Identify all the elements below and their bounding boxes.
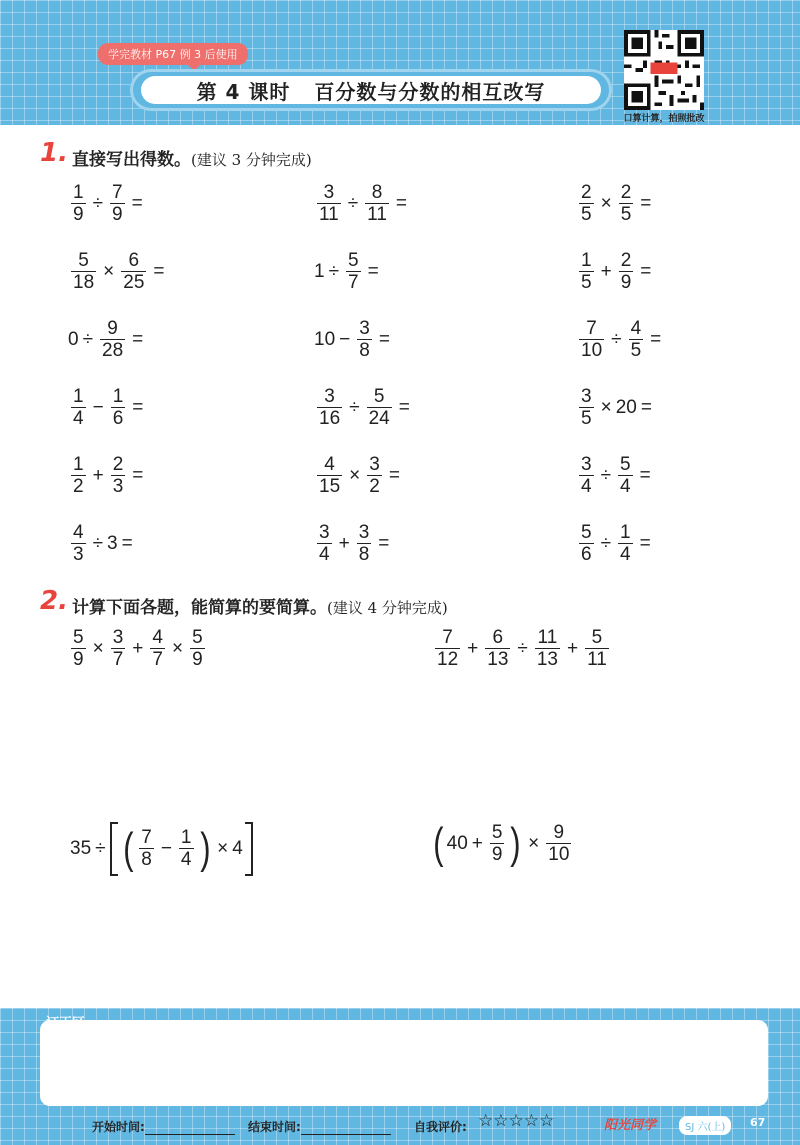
denominator: 28 <box>102 339 124 361</box>
fraction <box>346 251 361 293</box>
operator: = <box>640 192 652 214</box>
numerator: 5 <box>348 250 359 271</box>
denominator: 7 <box>112 648 124 670</box>
operator: = <box>398 396 410 418</box>
operator: − <box>160 838 172 859</box>
fraction <box>585 628 609 670</box>
denominator: 6 <box>581 543 592 565</box>
denominator: 4 <box>319 543 330 565</box>
self-eval-stars[interactable] <box>478 1113 554 1130</box>
operator: = <box>395 192 408 214</box>
operator: = <box>639 532 651 554</box>
operator: + <box>600 260 612 282</box>
numerator: 1 <box>73 386 84 407</box>
denominator: 9 <box>620 271 632 293</box>
denominator: 12 <box>437 648 459 670</box>
operator: ÷ <box>95 838 106 859</box>
title-inner <box>141 76 601 104</box>
operator: = <box>153 260 165 282</box>
exercise-1-9 <box>576 319 665 361</box>
numerator: 7 <box>442 627 453 648</box>
exercise-1-2 <box>314 183 411 225</box>
section1-number: 1. <box>40 138 68 168</box>
parenthesis: ( <box>433 819 444 868</box>
fraction <box>579 455 594 497</box>
denominator: 7 <box>152 648 163 670</box>
exercise-1-4 <box>68 251 169 293</box>
section1-title-text: 直接写出得数。 <box>72 150 191 170</box>
numerator: 8 <box>371 182 383 203</box>
operator: × <box>171 637 184 659</box>
denominator: 8 <box>358 543 370 565</box>
qr-caption: 口算计算，拍照批改 <box>623 114 705 124</box>
operator: + <box>467 637 479 659</box>
operator: × <box>103 260 115 282</box>
operator: ÷ <box>600 464 612 486</box>
star-icon[interactable]: ☆ <box>523 1111 539 1131</box>
section2-number: 2. <box>40 586 68 616</box>
operator: = <box>132 328 144 350</box>
denominator: 9 <box>112 203 123 225</box>
brand-logo: 阳光同学 <box>604 1118 657 1133</box>
fraction <box>317 183 341 225</box>
end-time-label: 结束时间: <box>248 1120 301 1134</box>
numerator: 6 <box>128 250 140 271</box>
denominator: 3 <box>73 543 84 565</box>
numerator: 4 <box>324 454 335 475</box>
section2-title-text: 计算下面各题，能简算的要简算。 <box>72 598 327 618</box>
fraction <box>367 387 392 429</box>
end-time-blank[interactable] <box>301 1134 391 1135</box>
operator: = <box>378 328 390 350</box>
numerator: 1 <box>620 522 631 543</box>
operator: − <box>92 396 104 418</box>
right-bracket <box>245 822 253 876</box>
lesson-label: 第 4 课时 <box>196 79 291 104</box>
numerator: 3 <box>369 454 380 475</box>
operator: = <box>121 532 133 554</box>
exercise-1-12 <box>576 387 656 429</box>
numerator: 3 <box>581 454 592 475</box>
fraction <box>357 319 372 361</box>
numerator: 9 <box>553 822 565 844</box>
number: 4 <box>232 838 243 859</box>
numerator: 5 <box>591 627 603 648</box>
number: 0 <box>68 328 79 350</box>
operator: = <box>388 464 400 486</box>
denominator: 4 <box>73 407 84 429</box>
operator: × <box>92 637 104 659</box>
numerator: 5 <box>73 627 84 648</box>
operator: ÷ <box>92 192 104 214</box>
denominator: 5 <box>630 339 642 361</box>
fraction <box>71 251 96 293</box>
fraction <box>357 523 372 565</box>
denominator: 9 <box>192 648 203 670</box>
star-icon[interactable]: ☆ <box>508 1111 524 1131</box>
numerator: 4 <box>152 627 163 648</box>
end-time-field[interactable] <box>248 1118 391 1135</box>
fraction <box>100 319 125 361</box>
title-bar <box>133 72 609 108</box>
fraction <box>71 523 86 565</box>
number: 35 <box>70 838 92 859</box>
numerator: 7 <box>112 182 123 203</box>
page-title: 百分数与分数的相互改写 <box>314 79 546 104</box>
numerator: 6 <box>492 627 504 648</box>
section1-title <box>72 145 312 170</box>
exercise-1-17 <box>314 523 393 565</box>
exercise-1-18 <box>576 523 655 565</box>
fraction <box>367 455 382 497</box>
operator: + <box>566 637 579 659</box>
operator: ÷ <box>92 532 104 554</box>
page-number: 67 <box>750 1116 766 1129</box>
operator: = <box>131 192 143 214</box>
exercise-2-3 <box>70 822 253 876</box>
numerator: 7 <box>141 827 152 849</box>
operator: ÷ <box>611 328 622 350</box>
denominator: 3 <box>112 475 124 497</box>
operator: ÷ <box>517 637 528 659</box>
denominator: 4 <box>620 543 631 565</box>
numerator: 2 <box>112 454 124 475</box>
numerator: 2 <box>620 250 632 271</box>
numerator: 3 <box>319 522 330 543</box>
denominator: 5 <box>581 271 592 293</box>
denominator: 2 <box>73 475 84 497</box>
usage-tag: 学完教材 P67 例 3 后使用 <box>98 43 248 65</box>
operator: + <box>132 637 144 659</box>
fraction <box>317 387 342 429</box>
fraction <box>618 523 633 565</box>
denominator: 8 <box>359 339 370 361</box>
numerator: 3 <box>323 182 335 203</box>
denominator: 9 <box>73 203 84 225</box>
fraction <box>546 823 571 865</box>
operator: = <box>132 396 144 418</box>
fraction <box>111 455 126 497</box>
operator: = <box>650 328 662 350</box>
parenthesis: ( <box>122 824 134 873</box>
fraction <box>179 828 194 870</box>
fraction <box>365 183 389 225</box>
denominator: 5 <box>620 203 632 225</box>
numerator: 3 <box>359 318 370 339</box>
numerator: 7 <box>586 318 597 339</box>
numerator: 2 <box>581 182 592 203</box>
correction-label: 订正区 <box>46 1016 86 1031</box>
start-time-blank[interactable] <box>145 1134 235 1135</box>
exercise-2-4 <box>430 819 574 868</box>
exercise-1-3 <box>576 183 655 225</box>
qr-code-icon[interactable] <box>624 30 704 110</box>
fraction <box>619 251 634 293</box>
fraction <box>618 455 633 497</box>
section1-hint: (建议 3 分钟完成) <box>191 151 312 169</box>
exercise-1-7 <box>68 319 147 361</box>
numerator: 5 <box>491 822 503 844</box>
start-time-field[interactable] <box>92 1118 235 1135</box>
numerator: 3 <box>112 627 124 648</box>
denominator: 9 <box>491 844 503 865</box>
fraction <box>317 523 332 565</box>
operator: ÷ <box>82 328 94 350</box>
operator: × <box>600 396 612 418</box>
denominator: 16 <box>319 407 341 429</box>
exercise-1-5 <box>314 251 383 293</box>
grade-badge: SJ 六(上) <box>679 1116 731 1135</box>
fraction <box>71 455 86 497</box>
denominator: 11 <box>367 203 387 225</box>
section2-hint: (建议 4 分钟完成) <box>327 599 448 617</box>
exercise-1-10 <box>68 387 147 429</box>
operator: + <box>92 464 104 486</box>
numerator: 1 <box>180 827 192 849</box>
denominator: 13 <box>536 648 558 670</box>
operator: ÷ <box>600 532 612 554</box>
operator: − <box>339 328 351 350</box>
exercise-1-8 <box>314 319 394 361</box>
fraction <box>579 319 604 361</box>
fraction <box>139 828 154 870</box>
self-eval-label: 自我评价: <box>414 1120 467 1134</box>
header-banner <box>0 0 800 125</box>
exercise-1-15 <box>576 455 655 497</box>
exercise-2-2 <box>432 628 612 670</box>
numerator: 5 <box>78 250 89 271</box>
fraction <box>317 455 342 497</box>
numerator: 5 <box>192 627 203 648</box>
operator: ÷ <box>328 260 340 282</box>
numerator: 3 <box>324 386 335 407</box>
numerator: 3 <box>358 522 370 543</box>
denominator: 5 <box>581 407 592 429</box>
exercise-1-1 <box>68 183 147 225</box>
operator: = <box>132 464 144 486</box>
operator: × <box>349 464 361 486</box>
operator: + <box>338 532 350 554</box>
exercise-1-6 <box>576 251 655 293</box>
fraction <box>485 628 510 670</box>
operator: = <box>367 260 379 282</box>
fraction <box>111 628 126 670</box>
operator: × <box>528 833 540 854</box>
fraction <box>110 183 125 225</box>
exercise-1-16 <box>68 523 137 565</box>
denominator: 5 <box>581 203 592 225</box>
fraction <box>190 628 205 670</box>
number: 10 <box>314 328 336 350</box>
numerator: 4 <box>73 522 84 543</box>
denominator: 4 <box>620 475 631 497</box>
exercise-2-1 <box>68 628 208 670</box>
number: 3 <box>107 532 118 554</box>
operator: = <box>378 532 390 554</box>
number: 40 <box>446 833 468 854</box>
numerator: 5 <box>620 454 631 475</box>
fraction <box>111 387 126 429</box>
fraction <box>435 628 460 670</box>
exercise-1-14 <box>314 455 404 497</box>
star-icon[interactable]: ☆ <box>478 1111 494 1131</box>
fraction <box>121 251 146 293</box>
fraction <box>71 183 86 225</box>
fraction <box>490 823 505 865</box>
parenthesis: ) <box>199 824 210 873</box>
denominator: 25 <box>123 271 145 293</box>
start-time-label: 开始时间: <box>92 1120 145 1134</box>
parenthesis: ) <box>510 819 521 868</box>
operator: × <box>217 838 229 859</box>
denominator: 11 <box>319 203 339 225</box>
star-icon[interactable]: ☆ <box>539 1111 555 1131</box>
numerator: 11 <box>537 627 558 648</box>
operator: = <box>640 260 652 282</box>
fraction <box>579 387 594 429</box>
numerator: 1 <box>581 250 592 271</box>
numerator: 9 <box>107 318 118 339</box>
fraction <box>71 628 86 670</box>
numerator: 1 <box>73 454 84 475</box>
operator: = <box>640 396 652 418</box>
operator: ÷ <box>349 396 360 418</box>
section2-title <box>72 593 448 618</box>
numerator: 3 <box>581 386 592 407</box>
star-icon[interactable]: ☆ <box>493 1111 509 1131</box>
fraction <box>579 251 594 293</box>
denominator: 10 <box>548 844 570 865</box>
denominator: 7 <box>348 271 359 293</box>
numerator: 5 <box>581 522 592 543</box>
numerator: 4 <box>630 318 642 339</box>
numerator: 1 <box>112 386 124 407</box>
operator: ÷ <box>347 192 359 214</box>
numerator: 2 <box>620 182 632 203</box>
denominator: 9 <box>73 648 84 670</box>
fraction <box>535 628 560 670</box>
operator: = <box>639 464 651 486</box>
denominator: 6 <box>112 407 124 429</box>
fraction <box>579 523 594 565</box>
exercise-1-13 <box>68 455 147 497</box>
fraction <box>71 387 86 429</box>
denominator: 4 <box>581 475 592 497</box>
denominator: 2 <box>369 475 380 497</box>
denominator: 15 <box>319 475 341 497</box>
denominator: 24 <box>368 407 390 429</box>
denominator: 13 <box>487 648 509 670</box>
denominator: 18 <box>73 271 95 293</box>
exercise-1-11 <box>314 387 414 429</box>
fraction <box>629 319 644 361</box>
denominator: 4 <box>180 849 192 870</box>
operator: + <box>471 833 483 854</box>
correction-area[interactable] <box>40 1020 768 1106</box>
denominator: 11 <box>587 648 607 670</box>
numerator: 1 <box>73 182 84 203</box>
number: 20 <box>615 396 637 418</box>
denominator: 8 <box>141 849 152 870</box>
operator: × <box>600 192 612 214</box>
denominator: 10 <box>581 339 603 361</box>
fraction <box>150 628 165 670</box>
fraction <box>619 183 634 225</box>
number: 1 <box>314 260 325 282</box>
left-bracket <box>110 822 118 876</box>
fraction <box>579 183 594 225</box>
numerator: 5 <box>373 386 385 407</box>
